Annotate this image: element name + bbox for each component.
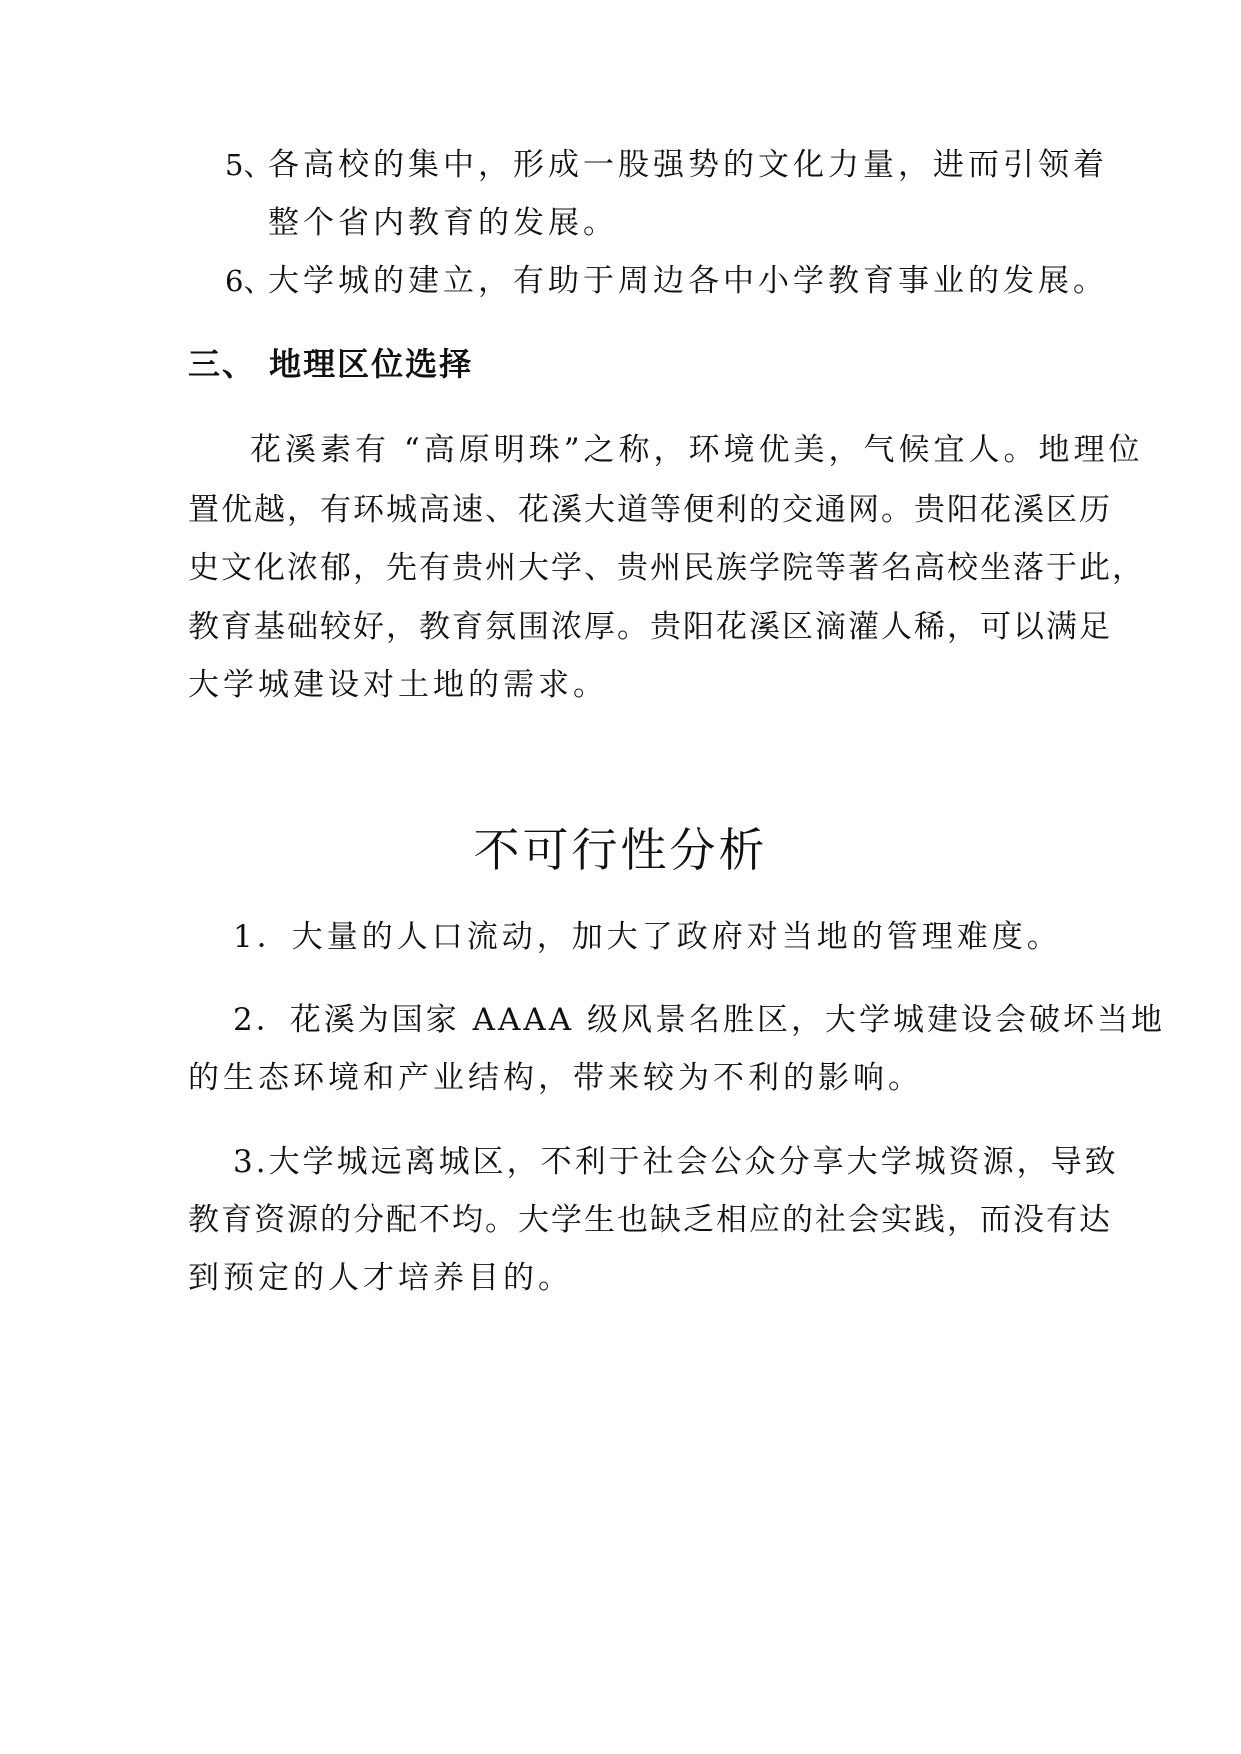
list-item-line: 整个省内教育的发展。 (268, 205, 618, 241)
point-line: 1．大量的人口流动，加大了政府对当地的管理难度。 (233, 919, 1062, 955)
paragraph-line: 花溪素有 “高原明珠”之称，环境优美，气候宜人。地理位 (250, 432, 1144, 468)
point-line: 3.大学城远离城区，不利于社会公众分享大学城资源，导致 (233, 1144, 1119, 1180)
list-number: 6、 (225, 264, 273, 298)
page-title: 不可行性分析 (473, 823, 768, 877)
paragraph-line: 置优越，有环城高速、花溪大道等便利的交通网。贵阳花溪区历 (188, 492, 1112, 528)
paragraph-line: 教育基础较好，教育氛围浓厚。贵阳花溪区滴灌人稀，可以满足 (188, 609, 1112, 645)
paragraph-line: 大学城建设对土地的需求。 (188, 667, 608, 703)
list-item-line: 各高校的集中，形成一股强势的文化力量，进而引领着 (268, 147, 1108, 183)
list-item-line: 大学城的建立，有助于周边各中小学教育事业的发展。 (268, 263, 1108, 299)
list-number: 5、 (225, 148, 273, 182)
paragraph-line: 史文化浓郁，先有贵州大学、贵州民族学院等著名高校坐落于此， (188, 550, 1145, 586)
point-line: 到预定的人才培养目的。 (188, 1260, 573, 1296)
point-line: 的生态环境和产业结构，带来较为不利的影响。 (188, 1060, 923, 1096)
point-line: 2．花溪为国家 AAAA 级风景名胜区，大学城建设会破坏当地 (233, 1002, 1165, 1038)
point-line: 教育资源的分配不均。大学生也缺乏相应的社会实践，而没有达 (188, 1202, 1112, 1238)
section-heading: 三、 地理区位选择 (188, 345, 474, 383)
